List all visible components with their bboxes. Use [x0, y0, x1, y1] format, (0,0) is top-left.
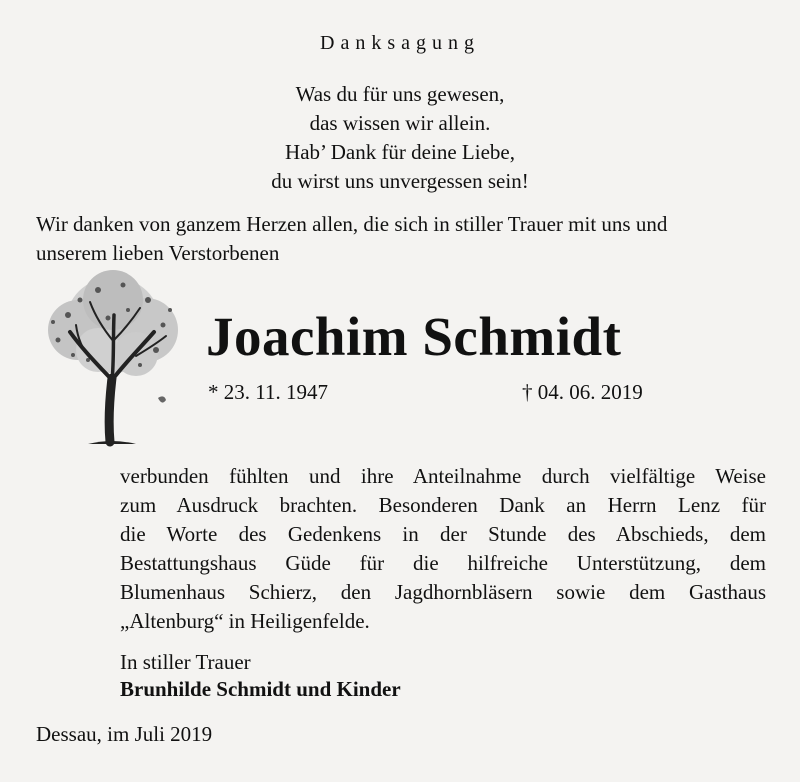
deceased-name: Joachim Schmidt — [206, 306, 622, 367]
body-line: verbunden fühlten und ihre Anteilnahme durch vielfältige Weise — [120, 464, 766, 488]
signers: Brunhilde Schmidt und Kinder — [120, 677, 401, 701]
tree-icon — [28, 270, 198, 450]
body-line: zum Ausdruck brachten. Besonderen Dank an Herrn Lenz für — [120, 493, 766, 517]
death-date: † 04. 06. 2019 — [522, 380, 643, 404]
body-text — [120, 462, 766, 636]
birth-date: * 23. 11. 1947 — [208, 380, 328, 404]
intro-line: unserem lieben Verstorbenen — [36, 241, 280, 265]
body-line: Blumenhaus Schierz, den Jagdhornbläsern sowie dem Gasthaus — [120, 580, 766, 604]
body-line: die Worte des Gedenkens in der Stunde des Abschieds, dem — [120, 522, 766, 546]
heading: Danksagung — [320, 32, 480, 54]
body-line: „Altenburg“ in Heiligenfelde. — [120, 609, 370, 633]
poem-line: Was du für uns gewesen, — [295, 82, 505, 106]
body-line: Bestattungshaus Güde für die hilfreiche Unterstützung, dem — [120, 551, 766, 575]
poem-line: du wirst uns unvergessen sein! — [271, 169, 529, 193]
mourning-line: In stiller Trauer — [120, 650, 251, 674]
intro-line: Wir danken von ganzem Herzen allen, die sich in stiller Trauer mit uns und — [36, 212, 668, 236]
poem-line: Hab’ Dank für deine Liebe, — [285, 140, 515, 164]
poem-line: das wissen wir allein. — [309, 111, 491, 135]
place-date: Dessau, im Juli 2019 — [36, 722, 213, 746]
poem — [0, 80, 800, 196]
intro-text — [36, 210, 766, 268]
